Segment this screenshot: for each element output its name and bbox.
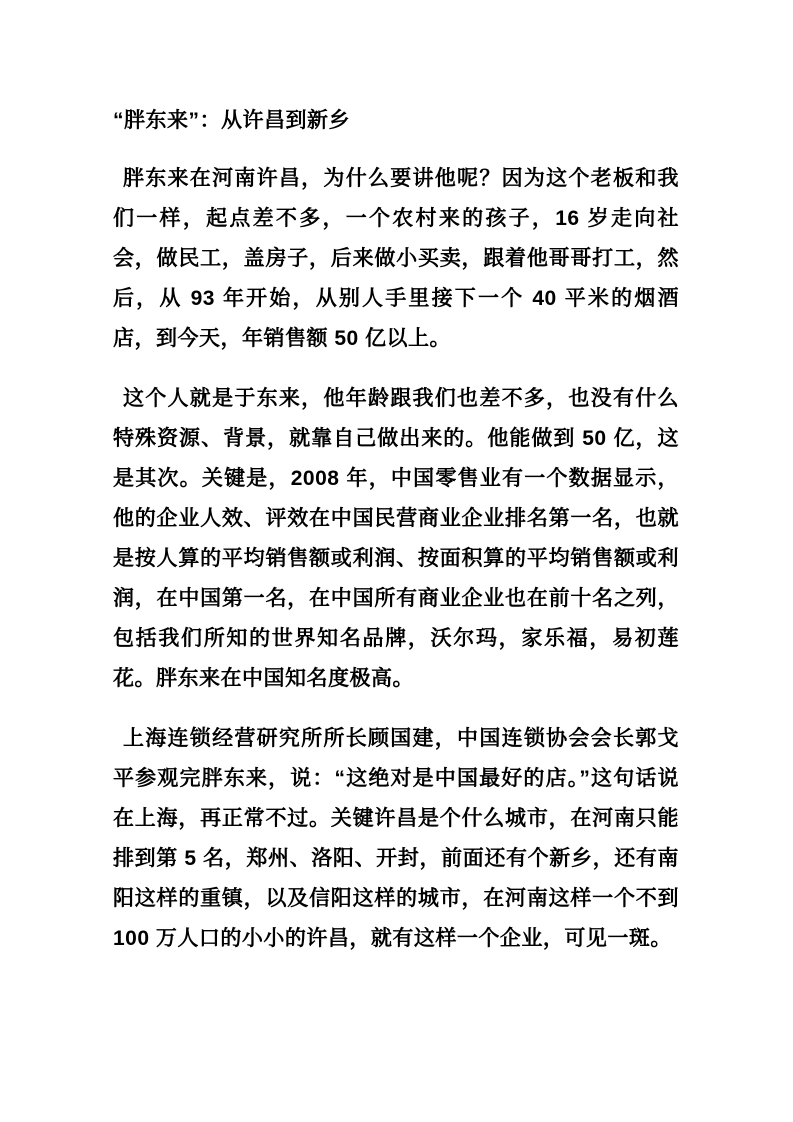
paragraph-1: 胖东来在河南许昌，为什么要讲他呢？因为这个老板和我们一样，起点差不多，一个农村来的孩子，16 岁走向社会，做民工，盖房子，后来做小买卖，跟着他哥哥打工，然后，从 93 年开始，从别人手里接下一个 40 平米的烟酒店，到今天，年销售额 50 亿以上。 xyxy=(113,167,679,350)
document-title: “胖东来”：从许昌到新乡 xyxy=(113,109,350,132)
paragraph-3: 上海连锁经营研究所所长顾国建，中国连锁协会会长郭戈平参观完胖东来，说：“这绝对是中国最好的店。”这句话说在上海，再正常不过。关键许昌是个什么城市，在河南只能排到第 5 名，郑州、洛阳、开封，前面还有个新乡，还有南阳这样的重镇，以及信阳这样的城市，在河南这样一个不到 100 万人口的小小的许昌，就有这样一个企业，可见一斑。 xyxy=(113,727,679,950)
paragraph-2: 这个人就是于东来，他年龄跟我们也差不多，也没有什么特殊资源、背景，就靠自己做出来的。他能做到 50 亿，这是其次。关键是，2008 年，中国零售业有一个数据显示，他的企业人效、评效在中国民营商业企业排名第一名，也就是按人算的平均销售额或利润、按面积算的平均销售额或利润，在中国第一名，在中国所有商业企业也在前十名之列，包括我们所知的世界知名品牌，沃尔玛，家乐福，易初莲花。胖东来在中国知名度极高。 xyxy=(113,387,679,690)
